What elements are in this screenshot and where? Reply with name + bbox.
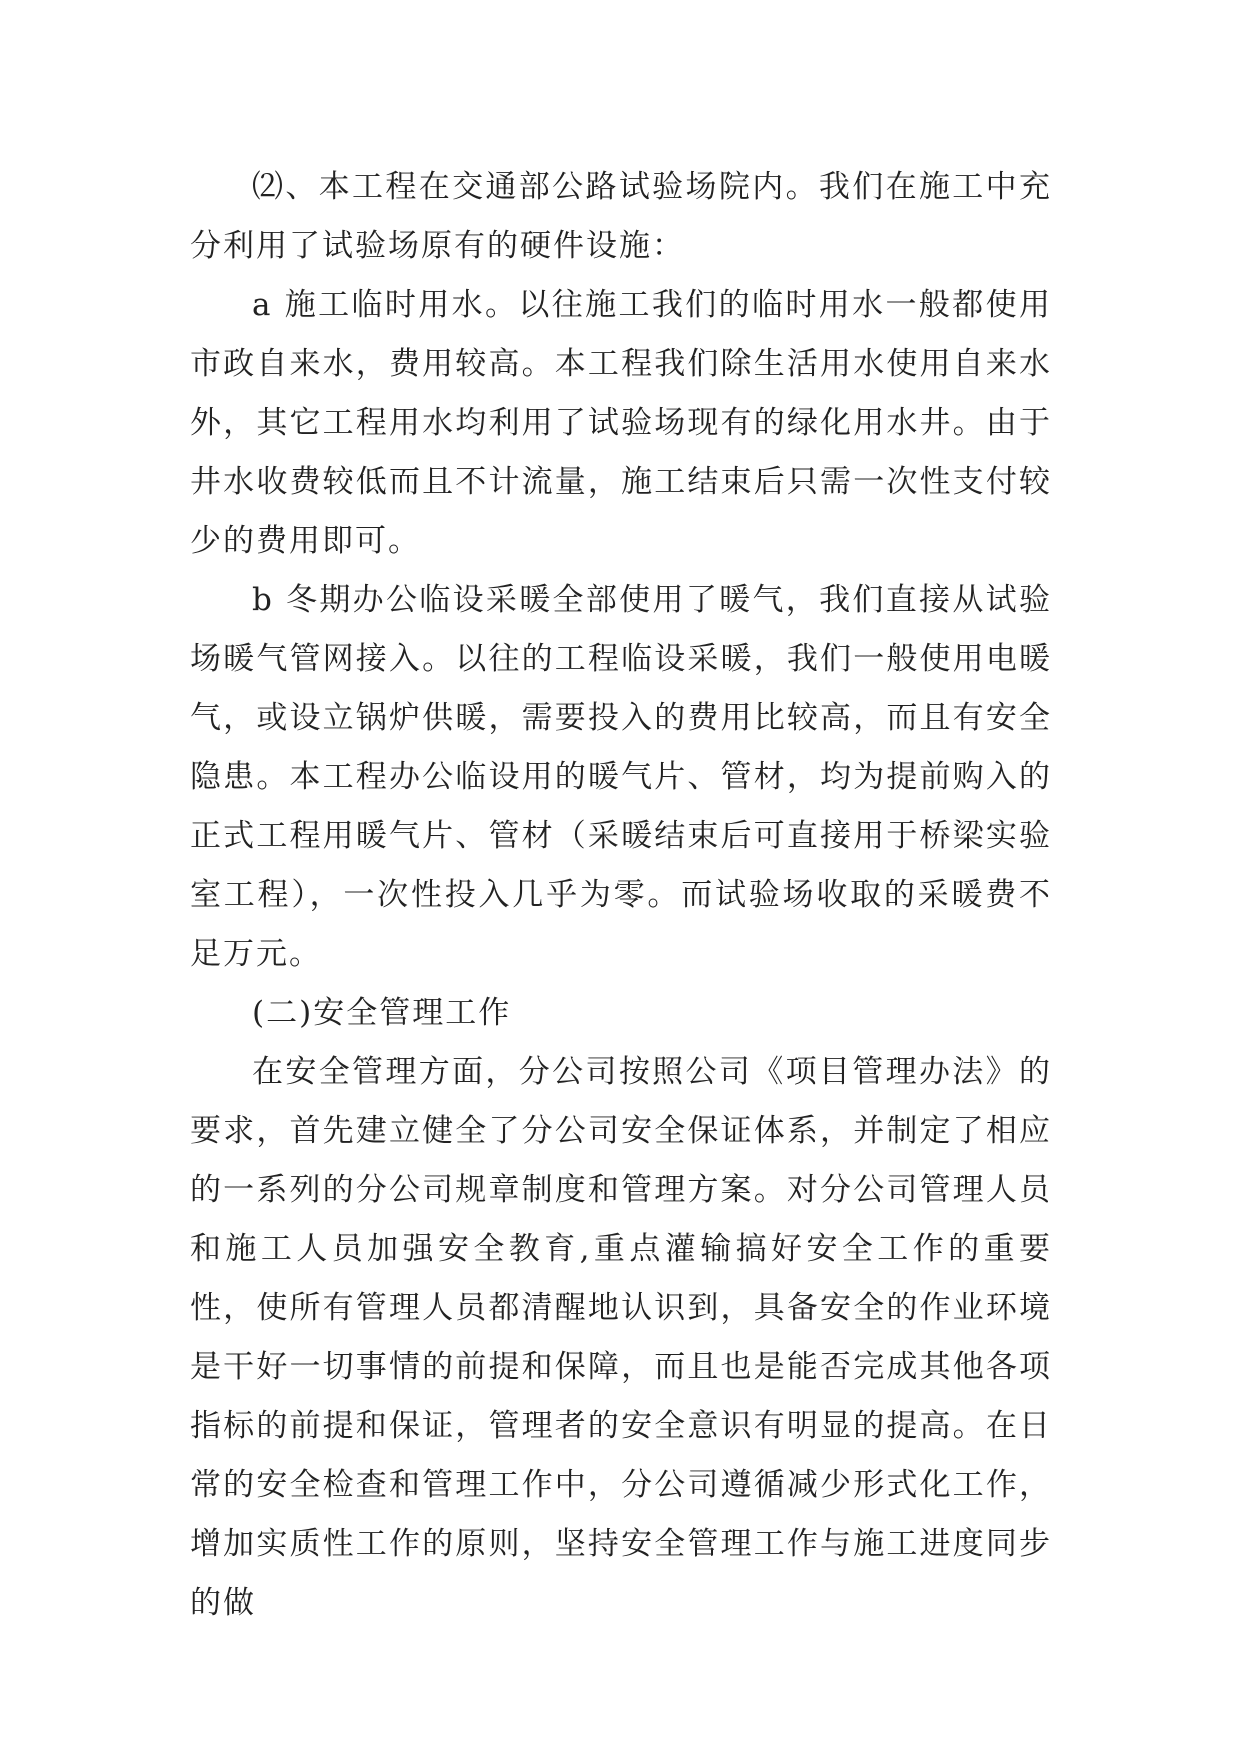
- paragraph-safety-management: 在安全管理方面，分公司按照公司《项目管理办法》的要求，首先建立健全了分公司安全保证体系，并制定了相应的一系列的分公司规章制度和管理方案。对分公司管理人员和施工人员加强安全教育,重点灌输搞好安全工作的重要性，使所有管理人员都清醒地认识到，具备安全的作业环境是干好一切事情的前提和保障，而且也是能否完成其他各项指标的前提和保证，管理者的安全意识有明显的提高。在日常的安全检查和管理工作中，分公司遵循减少形式化工作，增加实质性工作的原则，坚持安全管理工作与施工进度同步的做: [190, 1054, 1052, 1621]
- paragraph-winter-heating: b 冬期办公临设采暖全部使用了暖气，我们直接从试验场暖气管网接入。以往的工程临设采暖，我们一般使用电暖气，或设立锅炉供暖，需要投入的费用比较高，而且有安全隐患。本工程办公临设用的暖气片、管材，均为提前购入的正式工程用暖气片、管材（采暖结束后可直接用于桥梁实验室工程），一次性投入几乎为零。而试验场收取的采暖费不足万元。: [190, 582, 1052, 972]
- section-heading-safety-management: (二)安全管理工作: [252, 995, 512, 1031]
- document-page: [190, 158, 1052, 1633]
- paragraph-temporary-water: a 施工临时用水。以往施工我们的临时用水一般都使用市政自来水，费用较高。本工程我们除生活用水使用自来水外，其它工程用水均利用了试验场现有的绿化用水井。由于井水收费较低而且不计流量，施工结束后只需一次性支付较少的费用即可。: [190, 287, 1052, 559]
- paragraph-hardware-facilities: ⑵、本工程在交通部公路试验场院内。我们在施工中充分利用了试验场原有的硬件设施：: [190, 169, 1052, 264]
